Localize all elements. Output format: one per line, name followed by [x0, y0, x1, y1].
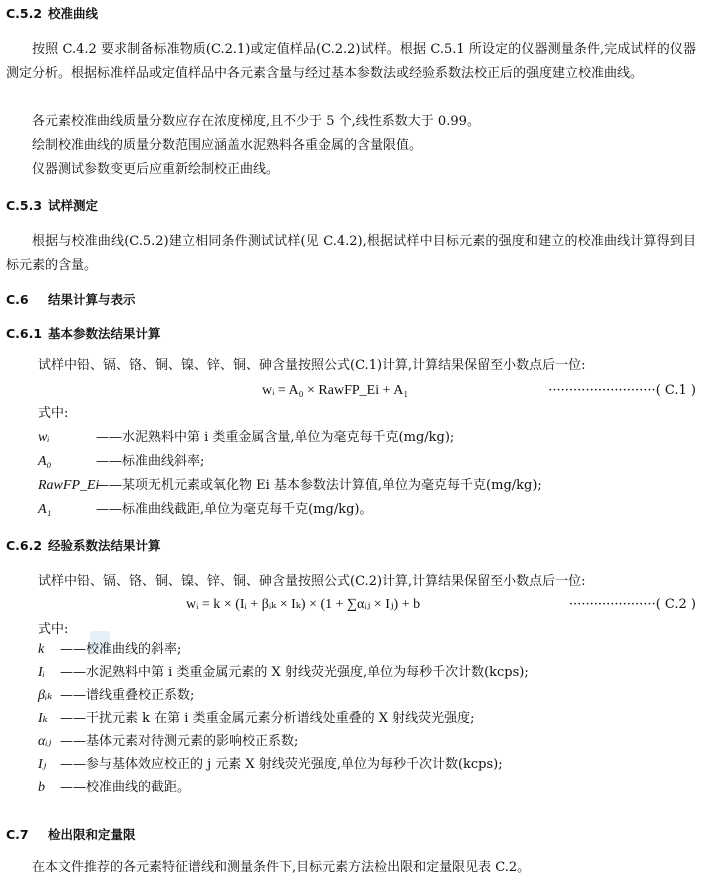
- definition-text: ——水泥熟料中第 i 类重金属元素的 X 射线荧光强度,单位为每秒千次计数(kcps);: [60, 665, 529, 680]
- definition-symbol: βᵢₖ: [38, 688, 53, 703]
- section-number: C.6.2: [6, 538, 43, 553]
- definition-text: ——标准曲线斜率;: [96, 454, 205, 469]
- section-title: 经验系数法结果计算: [48, 538, 161, 553]
- section-number: C.5.3: [6, 198, 43, 213]
- intro-text: 试样中铅、镉、铬、铜、镍、锌、铜、砷含量按照公式(C.2)计算,计算结果保留至小数点后一位:: [38, 574, 586, 589]
- definition-text: ——水泥熟料中第 i 类重金属含量,单位为毫克每千克(mg/kg);: [96, 430, 455, 445]
- section-heading-c62: [6, 536, 161, 554]
- section-heading-c61: [6, 324, 161, 342]
- definition-symbol: αᵢⱼ: [38, 734, 52, 749]
- section-heading-c52: [6, 4, 98, 22]
- definition-text: ——谱线重叠校正系数;: [60, 688, 195, 703]
- section-number: C.7: [6, 827, 29, 842]
- definition-symbol: b: [38, 780, 45, 795]
- definition-item: [38, 451, 204, 473]
- section-title: 检出限和定量限: [48, 827, 136, 842]
- paragraph: 按照 C.4.2 要求制备标准物质(C.2.1)或定值样品(C.2.2)试样。根据 C.5.1 所设定的仪器测量条件,完成试样的仪器测定分析。根据标准样品或定值样品中各元素含量与经过基本参数法或经验系数法校正后的强度建立校准曲线。: [6, 42, 696, 81]
- definition-item: [38, 662, 529, 684]
- section-title: 校准曲线: [48, 6, 99, 21]
- paragraph: 仪器测试参数变更后应重新绘制校正曲线。: [32, 162, 280, 177]
- formula-c2: wᵢ = k × (Iᵢ + βᵢₖ × Iₖ) × (1 + ∑αᵢⱼ × Iⱼ) + b: [186, 597, 421, 612]
- formula-c1: wᵢ = A₀ × RawFP_Ei + A₁: [262, 383, 409, 398]
- section-number: C.6.1: [6, 326, 43, 341]
- definition-item: [38, 777, 190, 799]
- where-label: 式中:: [38, 406, 69, 421]
- definition-symbol: Iⱼ: [38, 757, 47, 772]
- section-number: C.6: [6, 292, 29, 307]
- definition-symbol: A₀: [38, 454, 52, 469]
- section-title: 基本参数法结果计算: [48, 326, 161, 341]
- section-heading-c53: [6, 196, 98, 214]
- definition-item: [38, 475, 542, 497]
- section-heading-c6: [6, 290, 136, 308]
- paragraph: 在本文件推荐的各元素特征谱线和测量条件下,目标元素方法检出限和定量限见表 C.2。: [32, 860, 531, 875]
- definition-text: ——参与基体效应校正的 j 元素 X 射线荧光强度,单位为每秒千次计数(kcps);: [60, 757, 503, 772]
- definition-text: ——基体元素对待测元素的影响校正系数;: [60, 734, 299, 749]
- definition-item: [38, 731, 298, 753]
- where-label: 式中:: [38, 622, 69, 637]
- definition-text: ——干扰元素 k 在第 i 类重金属元素分析谱线处重叠的 X 射线荧光强度;: [60, 711, 475, 726]
- definition-text: ——标准曲线截距,单位为毫克每千克(mg/kg)。: [96, 502, 373, 517]
- paragraph: 各元素校准曲线质量分数应存在浓度梯度,且不少于 5 个,线性系数大于 0.99。: [32, 114, 480, 129]
- definition-text: ——校准曲线的截距。: [60, 780, 191, 795]
- section-heading-c7: [6, 825, 136, 843]
- definition-symbol: wᵢ: [38, 430, 50, 445]
- definition-item: [38, 499, 373, 521]
- definition-item: [38, 685, 194, 707]
- definition-text: ——某项无机元素或氧化物 Ei 基本参数法计算值,单位为毫克每千克(mg/kg);: [96, 478, 542, 493]
- definition-symbol: RawFP_Ei: [38, 478, 100, 493]
- definition-symbol: Iᵢ: [38, 665, 45, 680]
- section-title: 试样测定: [48, 198, 99, 213]
- equation-number: ·····················( C.2 ): [568, 597, 696, 612]
- definition-item: [38, 708, 474, 730]
- equation-number: ··························( C.1 ): [548, 383, 696, 398]
- definition-symbol: k: [38, 642, 45, 657]
- definition-item: [38, 639, 181, 661]
- definition-text: ——校准曲线的斜率;: [60, 642, 182, 657]
- definition-symbol: A₁: [38, 502, 52, 517]
- definition-item: [38, 754, 503, 776]
- paragraph: 根据与校准曲线(C.5.2)建立相同条件测试试样(见 C.4.2),根据试样中目标元素的强度和建立的校准曲线计算得到目标元素的含量。: [6, 234, 696, 273]
- definition-item: [38, 427, 454, 449]
- section-title: 结果计算与表示: [48, 292, 136, 307]
- paragraph: 绘制校准曲线的质量分数范围应涵盖水泥熟料各重金属的含量限值。: [32, 138, 423, 153]
- intro-text: 试样中铅、镉、铬、铜、镍、锌、铜、砷含量按照公式(C.1)计算,计算结果保留至小数点后一位:: [38, 358, 586, 373]
- definition-symbol: Iₖ: [38, 711, 48, 726]
- section-number: C.5.2: [6, 6, 43, 21]
